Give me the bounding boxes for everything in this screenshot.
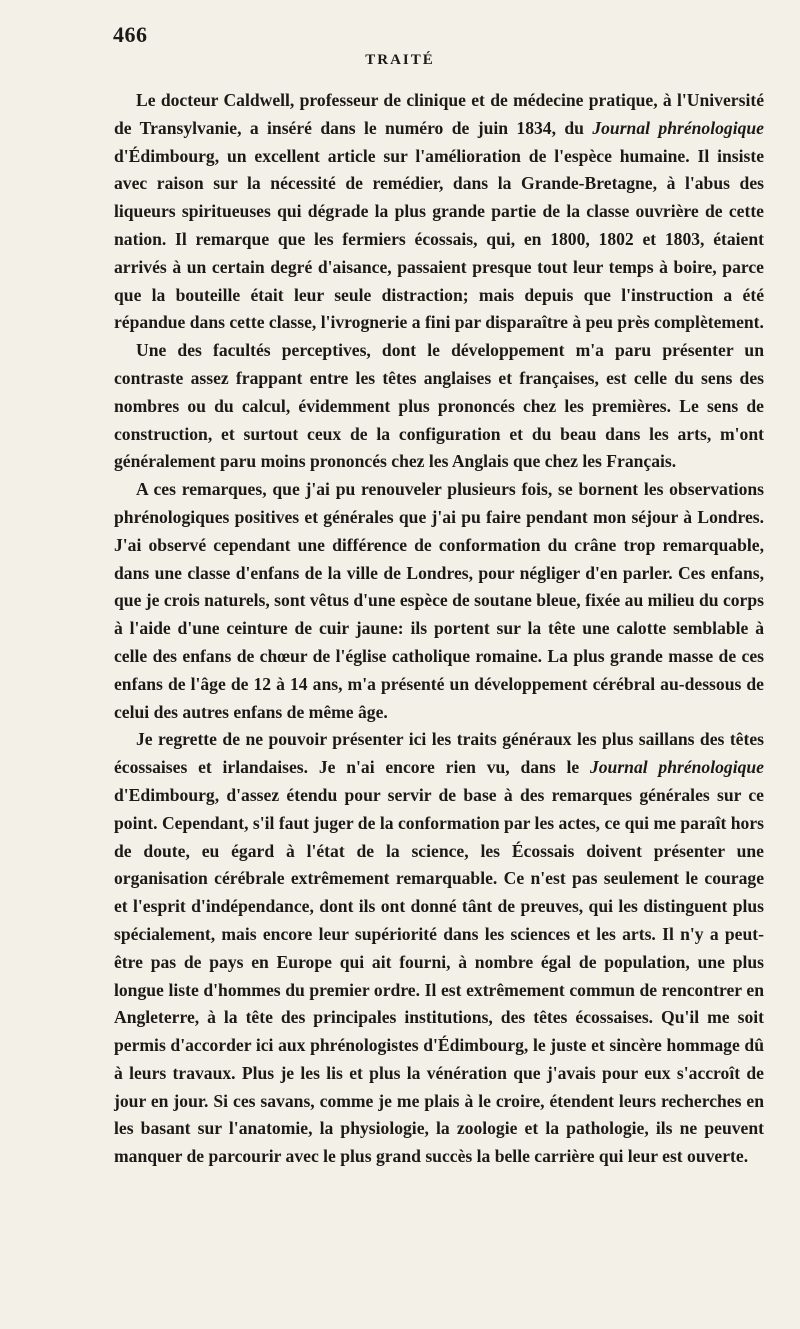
- page-number: 466: [113, 22, 148, 47]
- paragraph-text: d'Édimbourg, un excellent article sur l'amélioration de l'espèce humaine. Il insiste avec raison sur la nécessité de remédier, dans la Grande-Bretagne, à l'abus des liqueurs spiritueuses qui dégrade la plus grande partie de la classe ouvrière de cette nation. Il remarque que les fermiers écossais, qui, en 1800, 1802 et 1803, étaient arrivés à un certain degré d'aisance, passaient presque tout leur temps à boire, parce que la bouteille était leur seule distraction; mais depuis que l'instruction a été répandue dans cette classe, l'ivrognerie a fini par disparaître à peu près complètement.: [114, 145, 764, 333]
- paragraph-scottish-heads: [114, 726, 764, 1171]
- paragraph-london-observations: [114, 476, 764, 726]
- paragraph-text: Le docteur Caldwell, professeur de clinique et de médecine pratique, à l'Université de Transylvanie, a inséré dans le numéro de juin 1834, du: [114, 90, 764, 138]
- paragraph-text: Je regrette de ne pouvoir présenter ici les traits généraux les plus saillans des têtes écossaises et irlandaises. Je n'ai encore rien vu, dans le: [114, 729, 764, 778]
- paragraph-text: A ces remarques, que j'ai pu renouveler plusieurs fois, se bornent les observations phrénologiques positives et générales que j'ai pu faire pendant mon séjour à Londres. J'ai observé cependant une différence de conformation du crâne trop remarquable, dans une classe d'enfans de la ville de Londres, pour négliger d'en parler. Ces enfans, que je crois naturels, sont vêtus d'une espèce de soutane bleue, fixée au milieu du corps à l'aide d'une ceinture de cuir jaune: ils portent sur la tête une calotte semblable à celle des enfans de chœur de l'église catholique romaine. La plus grande masse de ces enfans de l'âge de 12 à 14 ans, m'a présenté un développement cérébral au-dessous de celui des autres enfans de même âge.: [114, 479, 764, 722]
- paragraph-faculties: [114, 337, 764, 476]
- running-title: TRAITÉ: [365, 52, 435, 68]
- page-header: [0, 0, 800, 80]
- paragraph-text: Une des facultés perceptives, dont le développement m'a paru présenter un contraste assez frappant entre les têtes anglaises et françaises, est celle du sens des nombres ou du calcul, évidemment plus prononcés chez les premières. Le sens de construction, et surtout ceux de la configuration et du beau dans les arts, m'ont généralement paru moins prononcés chez les Anglais que chez les Français.: [114, 340, 764, 472]
- paragraph-caldwell: [114, 87, 764, 337]
- journal-title: Journal phrénologique: [589, 757, 764, 778]
- journal-title: Journal phrénologique: [592, 117, 764, 138]
- body-text: [114, 87, 764, 1171]
- paragraph-text: d'Edimbourg, d'assez étendu pour servir de base à des remarques générales sur ce point. Cependant, s'il faut juger de la conformation par les actes, ce qui me paraît hors de doute, eu égard à l'état de la science, les Écossais doivent présenter une organisation cérébrale extrêmement remarquable. Ce n'est pas seulement le courage et l'esprit d'indépendance, dont ils ont donné tânt de preuves, qui les distinguent plus spécialement, mais encore leur supériorité dans les sciences et les arts. Il n'y a peut-être pas de pays en Europe qui ait fourni, à nombre égal de population, une plus longue liste d'hommes du premier ordre. Il est extrêmement commun de rencontrer en Angleterre, à la tête des principales institutions, des têtes écossaises. Qu'il me soit permis d'accorder ici aux phrénologistes d'Édimbourg, le juste et sincère hommage dû à leurs travaux. Plus je les lis et plus la vénération que j'avais pour eux s'accroît de jour en jour. Si ces savans, comme je me plais à le croire, étendent leurs recherches en les basant sur l'anatomie, la physiologie, la zoologie et la pathologie, ils ne peuvent manquer de parcourir avec le plus grand succès la belle carrière qui leur est ouverte.: [114, 784, 764, 1167]
